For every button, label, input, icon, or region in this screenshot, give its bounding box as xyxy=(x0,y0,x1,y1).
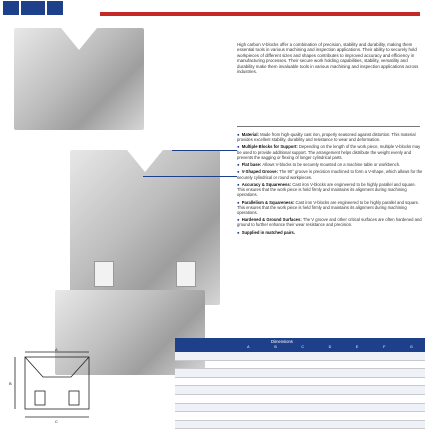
feature-text: The V groove and other critical surfaces are often hardened and ground to further enhance their wear resistance and precision. xyxy=(237,217,422,228)
technical-drawing xyxy=(5,347,125,425)
bullet-icon: ● xyxy=(237,144,241,150)
v-groove-shape xyxy=(127,150,163,172)
feature-item xyxy=(237,230,423,235)
table-row xyxy=(175,412,425,421)
v-block-photo-middle xyxy=(70,150,220,305)
table-header xyxy=(175,338,425,352)
logo-tile xyxy=(47,1,63,15)
v-groove-shape xyxy=(61,28,97,50)
bullet-icon: ● xyxy=(237,162,241,168)
v-block-diagram xyxy=(5,347,125,425)
feature-item xyxy=(237,217,423,227)
clamp-slot xyxy=(176,261,196,287)
dim-label-b: B xyxy=(9,381,12,386)
dim-label-c: C xyxy=(55,419,58,424)
column-header: E xyxy=(355,345,359,349)
table-row xyxy=(175,386,425,395)
divider xyxy=(237,126,420,127)
column-header xyxy=(175,345,235,349)
callout-line xyxy=(143,176,237,177)
feature-list xyxy=(237,132,423,237)
table-body xyxy=(175,352,425,430)
feature-title: Hardened & Ground Surfaces: xyxy=(241,217,303,223)
bullet-icon: ● xyxy=(237,181,241,187)
feature-item xyxy=(237,144,423,159)
feature-title: Multiple Blocks for Support: xyxy=(241,144,299,150)
feature-title: Material: xyxy=(241,132,261,137)
page-header xyxy=(0,0,430,20)
feature-item xyxy=(237,169,423,179)
feature-title: V-Shaped Groove: xyxy=(241,169,280,175)
logo-tile xyxy=(3,1,19,15)
feature-text: Depending on the length of the work piece, multiple V-blocks may be used to provide additional support. The arrangement helps distribute the weight evenly and prevents the sagging or flexing of longer cylindrical parts. xyxy=(237,144,421,160)
column-header: G xyxy=(410,345,413,349)
table-row xyxy=(175,369,425,378)
bullet-icon: ● xyxy=(237,229,241,235)
feature-text: Cast iron V-blocks are engineered to be highly parallel and square. This ensures that the work piece is held firmly and maintains its alignment during machining operations. xyxy=(237,199,420,215)
feature-title: Parallelism & Squareness: xyxy=(241,199,296,205)
bullet-icon: ● xyxy=(237,199,241,205)
feature-text: Made from high-quality cast iron, properly seasoned against distortion. This material provides excellent stability, durability and resistance to wear and deformation. xyxy=(237,132,416,143)
brand-text xyxy=(100,0,410,10)
table-row xyxy=(175,352,425,361)
column-headers xyxy=(175,345,425,349)
feature-item xyxy=(237,162,423,167)
table-row xyxy=(175,378,425,387)
bullet-icon: ● xyxy=(237,217,241,223)
dim-label-a: A xyxy=(55,347,58,352)
logo-tile xyxy=(21,1,46,15)
dimensions-label: Dimensions xyxy=(271,339,293,344)
brand-logo xyxy=(3,0,63,16)
table-row xyxy=(175,421,425,430)
header-accent-bar xyxy=(100,12,420,16)
feature-item xyxy=(237,132,423,142)
feature-title: Supplied in matched pairs. xyxy=(241,229,295,235)
v-block-photo-top xyxy=(14,28,144,130)
feature-text: Allows V-blocks to be securely mounted on a machine table or workbench. xyxy=(262,162,401,168)
column-header: A xyxy=(247,345,250,349)
feature-item xyxy=(237,182,423,197)
table-row xyxy=(175,395,425,404)
dimensions-table xyxy=(175,338,425,430)
callout-line xyxy=(172,150,237,151)
column-header: F xyxy=(383,345,386,349)
table-row xyxy=(175,361,425,370)
feature-title: Flat base: xyxy=(241,162,263,168)
table-row xyxy=(175,404,425,413)
intro-paragraph: High carbon V-blocks offer a combination of precision, stability and durability, making them essential tools in various machining and inspection applications. Their ability to securely hold workpieces of different sizes and shapes contributes to improved accuracy and efficiency in manufacturing processes. Their secure work holding capabilities, stability, versatility and durability make them invaluable tools in various machining and inspection applications across industries. xyxy=(237,42,419,75)
column-header: D xyxy=(328,345,332,349)
feature-text: The 90° groove is precision machined to form a V-shape, which allows for the securely cylindrical or round workpieces. xyxy=(237,169,423,180)
feature-text: Cast iron V-blocks are engineered to be highly parallel and square. This ensures that the work piece is held firmly and maintains its alignment during machining operations. xyxy=(237,181,416,198)
column-header: B xyxy=(274,345,277,349)
clamp-slot xyxy=(94,261,114,287)
feature-title: Accuracy & Squareness: xyxy=(241,181,293,187)
bullet-icon: ● xyxy=(237,169,241,175)
bullet-icon: ● xyxy=(237,132,241,137)
column-header: C xyxy=(301,345,305,349)
feature-item xyxy=(237,200,423,215)
